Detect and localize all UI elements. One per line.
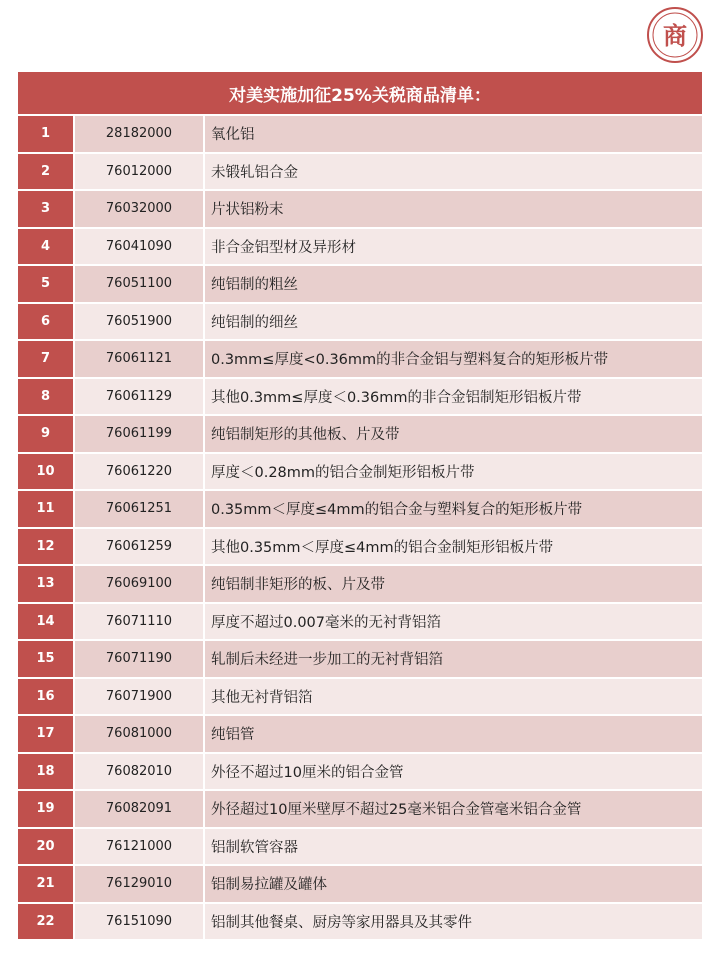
table-row — [18, 566, 702, 604]
row-number: 21 — [18, 866, 75, 902]
hs-code: 76051100 — [75, 266, 205, 302]
table-row — [18, 341, 702, 379]
hs-code: 76071900 — [75, 679, 205, 715]
product-name: 未锻轧铝合金 — [205, 154, 702, 190]
row-number: 3 — [18, 191, 75, 227]
logo-char: 商 — [663, 22, 687, 50]
hs-code: 76121000 — [75, 829, 205, 865]
product-name: 氧化铝 — [205, 116, 702, 152]
row-number: 5 — [18, 266, 75, 302]
row-number: 14 — [18, 604, 75, 640]
table-row — [18, 154, 702, 192]
product-name: 片状铝粉末 — [205, 191, 702, 227]
product-name: 0.3mm≤厚度<0.36mm的非合金铝与塑料复合的矩形板片带 — [205, 341, 702, 377]
product-name: 铝制软管容器 — [205, 829, 702, 865]
row-number: 2 — [18, 154, 75, 190]
hs-code: 76041090 — [75, 229, 205, 265]
product-name: 厚度＜0.28mm的铝合金制矩形铝板片带 — [205, 454, 702, 490]
product-name: 纯铝制的细丝 — [205, 304, 702, 340]
hs-code: 76071190 — [75, 641, 205, 677]
row-number: 13 — [18, 566, 75, 602]
product-name: 外径不超过10厘米的铝合金管 — [205, 754, 702, 790]
table-row — [18, 529, 702, 567]
table-row — [18, 716, 702, 754]
table-row — [18, 641, 702, 679]
row-number: 20 — [18, 829, 75, 865]
hs-code: 76012000 — [75, 154, 205, 190]
table-row — [18, 229, 702, 267]
hs-code: 76151090 — [75, 904, 205, 940]
product-name: 纯铝制非矩形的板、片及带 — [205, 566, 702, 602]
hs-code: 76051900 — [75, 304, 205, 340]
row-number: 18 — [18, 754, 75, 790]
hs-code: 76061129 — [75, 379, 205, 415]
hs-code: 76081000 — [75, 716, 205, 752]
product-name: 铝制其他餐桌、厨房等家用器具及其零件 — [205, 904, 702, 940]
hs-code: 76061121 — [75, 341, 205, 377]
hs-code: 28182000 — [75, 116, 205, 152]
table-row — [18, 754, 702, 792]
product-name: 其他0.3mm≤厚度＜0.36mm的非合金铝制矩形铝板片带 — [205, 379, 702, 415]
hs-code: 76061251 — [75, 491, 205, 527]
table-row — [18, 829, 702, 867]
row-number: 15 — [18, 641, 75, 677]
row-number: 1 — [18, 116, 75, 152]
product-name: 纯铝制的粗丝 — [205, 266, 702, 302]
table-row — [18, 116, 702, 154]
product-name: 纯铝制矩形的其他板、片及带 — [205, 416, 702, 452]
row-number: 19 — [18, 791, 75, 827]
row-number: 4 — [18, 229, 75, 265]
row-number: 17 — [18, 716, 75, 752]
row-number: 8 — [18, 379, 75, 415]
hs-code: 76082010 — [75, 754, 205, 790]
hs-code: 76071110 — [75, 604, 205, 640]
product-name: 0.35mm＜厚度≤4mm的铝合金与塑料复合的矩形板片带 — [205, 491, 702, 527]
row-number: 7 — [18, 341, 75, 377]
hs-code: 76061199 — [75, 416, 205, 452]
table-row — [18, 679, 702, 717]
product-name: 轧制后未经进一步加工的无衬背铝箔 — [205, 641, 702, 677]
row-number: 12 — [18, 529, 75, 565]
hs-code: 76061259 — [75, 529, 205, 565]
table-row — [18, 904, 702, 942]
hs-code: 76069100 — [75, 566, 205, 602]
row-number: 22 — [18, 904, 75, 940]
product-name: 铝制易拉罐及罐体 — [205, 866, 702, 902]
hs-code: 76061220 — [75, 454, 205, 490]
table-row — [18, 866, 702, 904]
table-row — [18, 454, 702, 492]
table-row — [18, 304, 702, 342]
table-row — [18, 416, 702, 454]
table-row — [18, 604, 702, 642]
product-name: 纯铝管 — [205, 716, 702, 752]
table-row — [18, 266, 702, 304]
product-name: 其他无衬背铝箔 — [205, 679, 702, 715]
ministry-seal-logo-icon — [646, 6, 704, 64]
table-title: 对美实施加征25%关税商品清单： — [18, 72, 702, 116]
row-number: 11 — [18, 491, 75, 527]
hs-code: 76129010 — [75, 866, 205, 902]
tariff-table — [18, 72, 702, 941]
table-row — [18, 191, 702, 229]
row-number: 9 — [18, 416, 75, 452]
product-name: 厚度不超过0.007毫米的无衬背铝箔 — [205, 604, 702, 640]
row-number: 10 — [18, 454, 75, 490]
product-name: 外径超过10厘米壁厚不超过25毫米铝合金管毫米铝合金管 — [205, 791, 702, 827]
row-number: 16 — [18, 679, 75, 715]
table-row — [18, 791, 702, 829]
product-name: 非合金铝型材及异形材 — [205, 229, 702, 265]
hs-code: 76032000 — [75, 191, 205, 227]
row-number: 6 — [18, 304, 75, 340]
product-name: 其他0.35mm＜厚度≤4mm的铝合金制矩形铝板片带 — [205, 529, 702, 565]
hs-code: 76082091 — [75, 791, 205, 827]
table-row — [18, 379, 702, 417]
table-row — [18, 491, 702, 529]
table-body — [18, 116, 702, 941]
